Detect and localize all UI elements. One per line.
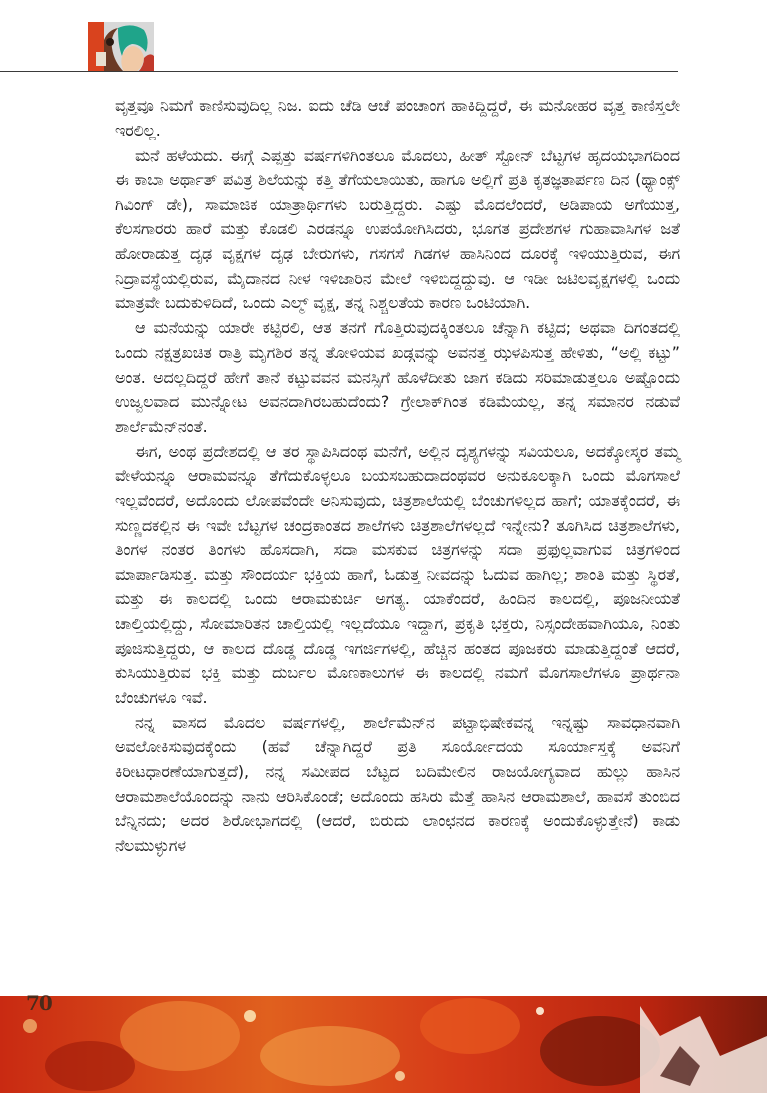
paragraph: ನನ್ನ ವಾಸದ ಮೊದಲ ವರ್ಷಗಳಲ್ಲಿ, ಶಾರ್ಲೆಮೆನ್‌ನ ಪಟ್ಟಾಭಿಷೇಕವನ್ನ ಇನ್ನಷ್ಟು ಸಾವಧಾನವಾಗಿ ಅವಲೋಕಿಸುವುದಕ್ಕೆಂದು (ಹವೆ ಚೆನ್ನಾಗಿದ್ದರೆ ಪ್ರತಿ ಸೂರ್ಯೋದಯ ಸೂರ್ಯಾಸ್ತಕ್ಕೆ ಅವನಿಗೆ ಕಿರೀಟಧಾರಣೆಯಾಗುತ್ತದೆ), ನನ್ನ ಸಮೀಪದ ಬೆಟ್ಟದ ಬದಿಮೇಲಿನ ರಾಜಯೋಗ್ಯವಾದ ಹುಲ್ಲು ಹಾಸಿನ ಆರಾಮಶಾಲೆಯೊಂದನ್ನು ನಾನು ಆರಿಸಿಕೊಂಡೆ; ಅದೊಂದು ಹಸಿರು ಮೆತ್ತೆ ಹಾಸಿನ ಆರಾಮಶಾಲೆ, ಹಾವಸೆ ತುಂಬಿದ ಬೆನ್ನಿನದು; ಅದರ ಶಿರೋಭಾಗದಲ್ಲಿ (ಆದರೆ, ಬಿರುದು ಲಾಂಛನದ ಕಾರಣಕ್ಕೆ ಅಂದುಕೊಳ್ಳುತ್ತೇನೆ) ಕಾಡು ನೆಲಮುಳ್ಳುಗಳ: [115, 712, 680, 855]
paragraph: ಈಗ, ಅಂಥ ಪ್ರದೇಶದಲ್ಲಿ ಆ ತರ ಸ್ಥಾಪಿಸಿದಂಥ ಮನೆಗೆ, ಅಲ್ಲಿನ ದೃಶ್ಯಗಳನ್ನು ಸವಿಯಲೂ, ಅದಕ್ಕೋಸ್ಕರ ತಮ್ಮ ವೇಳೆಯನ್ನೂ ಆರಾಮವನ್ನೂ ತೆಗೆದುಕೊಳ್ಳಲೂ ಬಯಸಬಹುದಾದಂಥವರ ಅನುಕೂಲಕ್ಕಾಗಿ ಒಂದು ಮೊಗಸಾಲೆ ಇಲ್ಲವೆಂದರೆ, ಅದೊಂದು ಲೋಪವೆಂದೇ ಅನಿಸುವುದು, ಚಿತ್ರಶಾಲೆಯಲ್ಲಿ ಬೆಂಚುಗಳಿಲ್ಲದ ಹಾಗೆ; ಯಾತಕ್ಕೆಂದರೆ, ಈ ಸುಣ್ಣದಕಲ್ಲಿನ ಈ ಇವೇ ಬೆಟ್ಟಗಳ ಚಂದ್ರಕಾಂತದ ಶಾಲೆಗಳು ಚಿತ್ರಶಾಲೆಗಳಲ್ಲದೆ ಇನ್ನೇನು? ತೂಗಿಸಿದ ಚಿತ್ರಶಾಲೆಗಳು, ತಿಂಗಳ ನಂತರ ತಿಂಗಳು ಹೊಸದಾಗಿ, ಸದಾ ಮಸಕುವ ಚಿತ್ರಗಳನ್ನು ಸದಾ ಪ್ರಫುಲ್ಲವಾಗುವ ಚಿತ್ರಗಳಿಂದ ಮಾರ್ಪಾಡಿಸುತ್ತ. ಮತ್ತು ಸೌಂದರ್ಯ ಭಕ್ತಿಯ ಹಾಗೆ, ಓಡುತ್ತ ನೀವದನ್ನು ಓದುವ ಹಾಗಿಲ್ಲ; ಶಾಂತಿ ಮತ್ತು ಸ್ಥಿರತೆ, ಮತ್ತು ಈ ಕಾಲದಲ್ಲಿ ಒಂದು ಆರಾಮಕುರ್ಚಿ ಅಗತ್ಯ. ಯಾಕೆಂದರೆ, ಹಿಂದಿನ ಕಾಲದಲ್ಲಿ, ಪೂಜನೀಯತೆ ಚಾಲ್ತಿಯಲ್ಲಿದ್ದು, ಸೋಮಾರಿತನ ಚಾಲ್ತಿಯಲ್ಲಿ ಇಲ್ಲದೆಯೂ ಇದ್ದಾಗ, ಪ್ರಕೃತಿ ಭಕ್ತರು, ನಿಸ್ಸಂದೇಹವಾಗಿಯೂ, ನಿಂತು ಪೂಜಿಸುತ್ತಿದ್ದರು, ಆ ಕಾಲದ ದೊಡ್ಡ ದೊಡ್ಡ ಇಗರ್ಜಿಗಳಲ್ಲಿ, ಹೆಚ್ಚಿನ ಹಂತದ ಪೂಜಕರು ಮಾಡುತ್ತಿದ್ದಂತೆ ಆದರೆ, ಕುಸಿಯುತ್ತಿರುವ ಭಕ್ತಿ ಮತ್ತು ದುರ್ಬಲ ಮೊಣಕಾಲುಗಳ ಈ ಕಾಲದಲ್ಲಿ ನಮಗೆ ಮೊಗಸಾಲೆಗಳೂ ಪ್ರಾರ್ಥನಾ ಬೆಂಚುಗಳೂ ಇವೆ.: [115, 441, 680, 707]
article-body: [115, 94, 680, 858]
page-number: 70: [26, 991, 52, 1015]
woman-profile-logo-icon: [88, 22, 154, 72]
paragraph: ವೃತ್ತವೂ ನಿಮಗೆ ಕಾಣಿಸುವುದಿಲ್ಲ ನಿಜ. ಐದು ಚೆಡಿ ಆಚೆ ಪಂಚಾಂಗ ಹಾಕಿದ್ದಿದ್ದರೆ, ಈ ಮನೋಹರ ವೃತ್ತ ಕಾಣಿಸ್ತಲೇ ಇರಲಿಲ್ಲ.: [115, 96, 680, 140]
paragraph: ಮನೆ ಹಳೆಯದು. ಈಗ್ಗೆ ಎಪ್ಪತ್ತು ವರ್ಷಗಳಿಗಿಂತಲೂ ಮೊದಲು, ಹೀತ್ ಸ್ಟೋನ್ ಬೆಟ್ಟಗಳ ಹೃದಯಭಾಗದಿಂದ ಈ ಕಾಬಾ ಅರ್ಥಾತ್ ಪವಿತ್ರ ಶಿಲೆಯನ್ನು ಕತ್ತಿ ತೆಗೆಯಲಾಯಿತು, ಹಾಗೂ ಅಲ್ಲಿಗೆ ಪ್ರತಿ ಕೃತಜ್ಞತಾರ್ಪಣ ದಿನ (ಥ್ಯಾಂಕ್ಸ್ ಗಿವಿಂಗ್ ಡೇ), ಸಾಮಾಜಿಕ ಯಾತ್ರಾರ್ಥಿಗಳು ಬರುತ್ತಿದ್ದರು. ಎಷ್ಟು ಮೊದಲೆಂದರೆ, ಅಡಿಪಾಯ ಅಗೆಯುತ್ತ, ಕೆಲಸಗಾರರು ಹಾರೆ ಮತ್ತು ಕೊಡಲಿ ಎರಡನ್ನೂ ಉಪಯೋಗಿಸಿದರು, ಭೂಗತ ಪ್ರದೇಶಗಳ ಗುಹಾವಾಸಿಗಳ ಜತೆ ಹೋರಾಡುತ್ತ ದೃಢ ವೃಕ್ಷಗಳ ದೃಢ ಬೇರುಗಳು, ಗಸಗಸೆ ಗಿಡಗಳ ಹಾಸಿನಿಂದ ದೂರಕ್ಕೆ ಇಳಿಯುತ್ತಿರುವ, ಈಗ ನಿದ್ರಾವಸ್ಥೆಯಲ್ಲಿರುವ, ಮೈದಾನದ ನೀಳ ಇಳಿಜಾರಿನ ಮೇಲೆ ಇಳಿಬಿದ್ದದ್ದುವು. ಆ ಇಡೀ ಜಟಿಲವೃಕ್ಷಗಳಲ್ಲಿ ಒಂದು ಮಾತ್ರವೇ ಬದುಕುಳಿದಿದೆ, ಒಂದು ಎಲ್ಮ್ ವೃಕ್ಷ, ತನ್ನ ನಿಶ್ಚಲತೆಯ ಕಾರಣ ಒಂಟಿಯಾಗಿ.: [115, 145, 680, 313]
paragraph: ಆ ಮನೆಯನ್ನು ಯಾರೇ ಕಟ್ಟಿರಲಿ, ಆತ ತನಗೆ ಗೊತ್ತಿರುವುದಕ್ಕಿಂತಲೂ ಚೆನ್ನಾಗಿ ಕಟ್ಟಿದ; ಅಥವಾ ದಿಗಂತದಲ್ಲಿ ಒಂದು ನಕ್ಷತ್ರಖಚಿತ ರಾತ್ರಿ ಮೃಗಶಿರ ತನ್ನ ತೋಳಿಯವ ಖಡ್ಗವನ್ನು ಅವನತ್ತ ಝಳಪಿಸುತ್ತ ಹೇಳಿತು, “ಅಲ್ಲಿ ಕಟ್ಟು” ಅಂತ. ಅದಲ್ಲದಿದ್ದರೆ ಹೇಗೆ ತಾನೆ ಕಟ್ಟುವವನ ಮನಸ್ಸಿಗೆ ಹೊಳೆದೀತು ಜಾಗ ಕಡಿದು ಸರಿಮಾಡುತ್ತಲೂ ಅಷ್ಟೊಂದು ಉಜ್ವಲವಾದ ಮುನ್ನೋಟ ಅವನದಾಗಿರಬಹುದೆಂದು? ಗ್ರೇಲಾಕ್‌ಗಿಂತ ಕಡಿಮೆಯಲ್ಲ, ತನ್ನ ಸಮಾನರ ನಡುವೆ ಶಾರ್ಲೆಮೆನ್‌ನಂತೆ.: [115, 318, 680, 436]
header-rule: [0, 71, 678, 72]
footer-decorative-band: [0, 996, 767, 1093]
